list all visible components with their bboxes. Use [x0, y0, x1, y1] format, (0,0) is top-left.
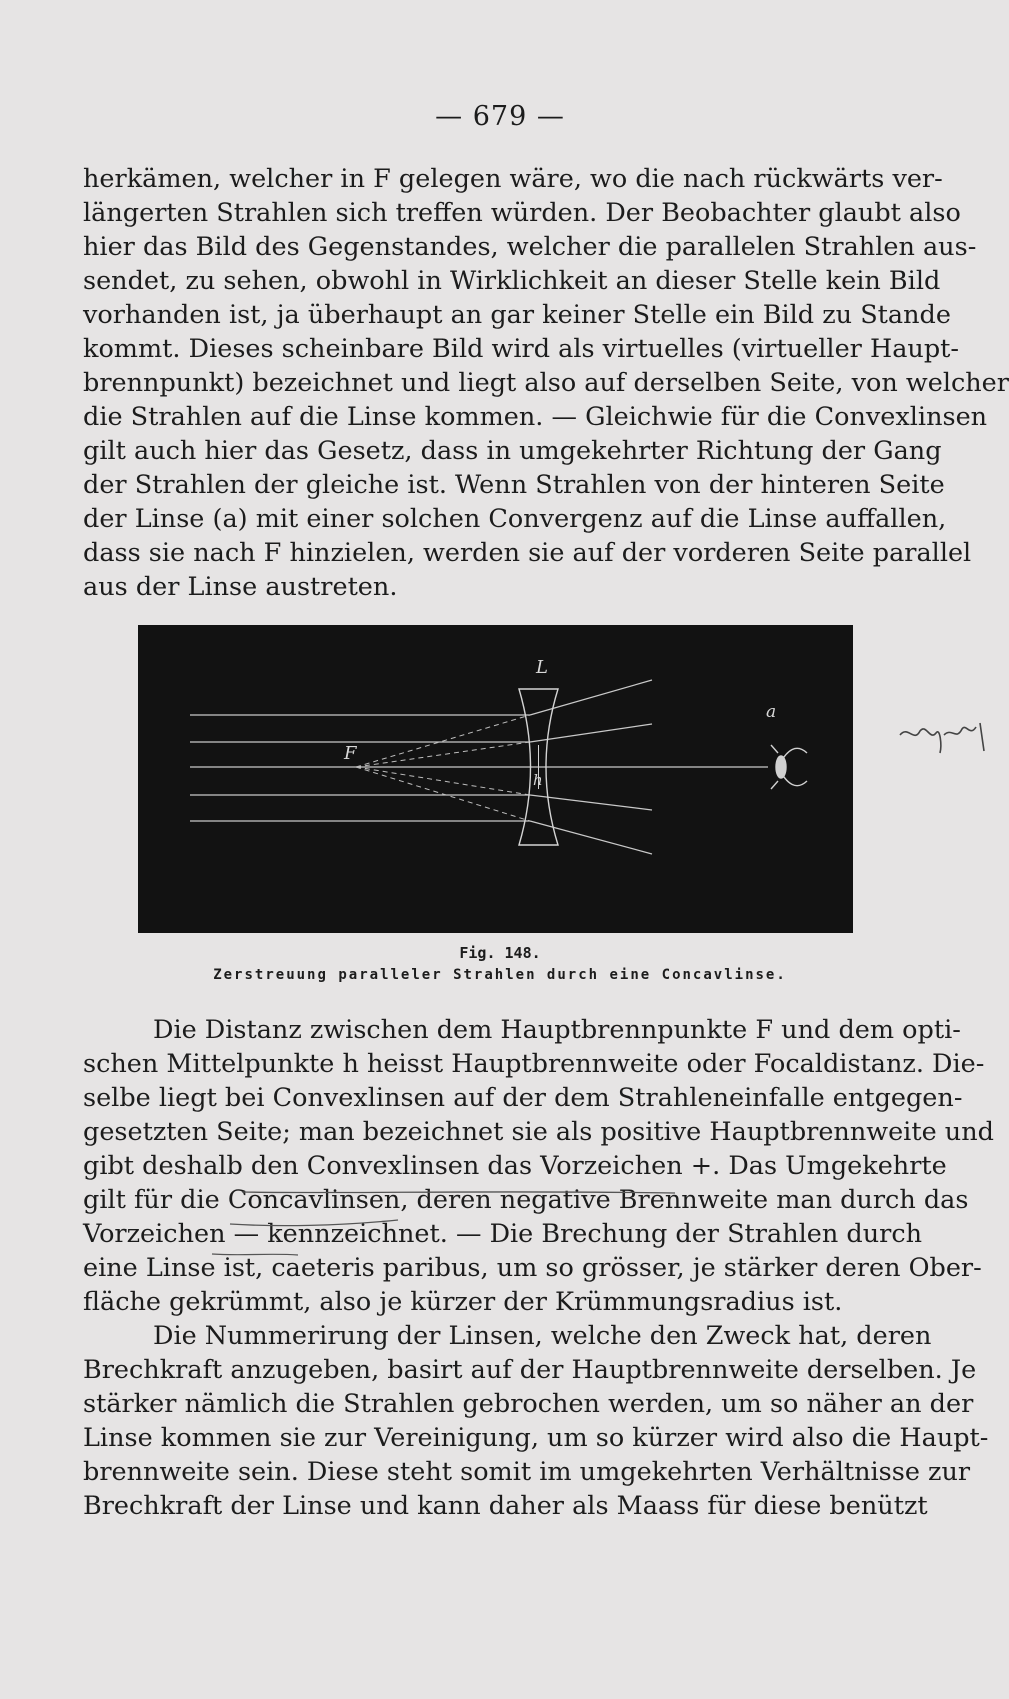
text-line: brennpunkt) bezeichnet und liegt also auf derselben Seite, von welcher: [83, 368, 1009, 398]
text-line: selbe liegt bei Convexlinsen auf der dem Strahleneinfalle entgegen-: [83, 1083, 963, 1113]
virtual-ray-extension: [356, 767, 530, 795]
lens-label: L: [536, 657, 548, 678]
text-line: die Strahlen auf die Linse kommen. — Gleichwie für die Convexlinsen: [83, 402, 988, 432]
optical-center-label: h: [533, 771, 543, 789]
text-line: Linse kommen sie zur Vereinigung, um so kürzer wird also die Haupt-: [83, 1423, 989, 1453]
refracted-ray: [530, 680, 652, 715]
text-line: Brechkraft der Linse und kann daher als Maass für diese benützt: [83, 1491, 928, 1521]
text-line: kommt. Dieses scheinbare Bild wird als virtuelles (virtueller Haupt-: [83, 334, 960, 364]
figure-148: [138, 625, 853, 933]
text-line: längerten Strahlen sich treffen würden. Der Beobachter glaubt also: [83, 198, 961, 228]
text-line: gesetzten Seite; man bezeichnet sie als positive Hauptbrennweite und: [83, 1117, 994, 1147]
text-line: gilt auch hier das Gesetz, dass in umgekehrter Richtung der Gang: [83, 436, 942, 466]
text-line: eine Linse ist, caeteris paribus, um so grösser, je stärker deren Ober-: [83, 1253, 982, 1283]
text-line: der Linse (a) mit einer solchen Convergenz auf die Linse auffallen,: [83, 504, 947, 534]
text-line: fläche gekrümmt, also je kürzer der Krümmungsradius ist.: [83, 1287, 843, 1317]
text-line: gilt für die Concavlinsen, deren negative Brennweite man durch das: [83, 1185, 969, 1215]
eye-label: a: [766, 702, 777, 722]
text-line: Brechkraft anzugeben, basirt auf der Hauptbrennweite derselben. Je: [83, 1355, 977, 1385]
text-line: herkämen, welcher in F gelegen wäre, wo die nach rückwärts ver-: [83, 164, 943, 194]
pencil-underline: [240, 1184, 680, 1198]
text-line: schen Mittelpunkte h heisst Hauptbrennweite oder Focaldistanz. Die-: [83, 1049, 985, 1079]
pencil-underline: [210, 1246, 300, 1260]
page-number: — 679 —: [435, 101, 565, 132]
handwritten-margin-note: [896, 715, 996, 765]
text-line: hier das Bild des Gegenstandes, welcher die parallelen Strahlen aus-: [83, 232, 977, 262]
figure-caption: Zerstreuung paralleler Strahlen durch eine Concavlinse.: [213, 967, 787, 983]
text-line: vorhanden ist, ja überhaupt an gar keiner Stelle ein Bild zu Stande: [83, 300, 951, 330]
virtual-ray-extension: [356, 742, 530, 767]
pencil-underline: [228, 1214, 403, 1230]
paragraph-1: [83, 162, 1009, 604]
text-line: dass sie nach F hinzielen, werden sie auf der vorderen Seite parallel: [83, 538, 972, 568]
refracted-ray: [530, 821, 652, 854]
text-line: gibt deshalb den Convexlinsen das Vorzeichen +. Das Umgekehrte: [83, 1151, 947, 1181]
text-line: brennweite sein. Diese steht somit im umgekehrten Verhältnisse zur: [83, 1457, 971, 1487]
virtual-ray-extension: [356, 767, 530, 821]
text-line: aus der Linse austreten.: [83, 572, 398, 602]
focus-label: F: [344, 743, 357, 764]
text-line: Die Nummerirung der Linsen, welche den Zweck hat, deren: [153, 1321, 932, 1351]
figure-number: Fig. 148.: [459, 944, 541, 962]
virtual-ray-extension: [356, 715, 530, 767]
text-line: der Strahlen der gleiche ist. Wenn Strahlen von der hinteren Seite: [83, 470, 945, 500]
eye-icon: [771, 745, 807, 789]
concave-lens-diagram: [138, 625, 853, 933]
paragraph-2: [83, 1013, 994, 1523]
text-line: Vorzeichen — kennzeichnet. — Die Brechung der Strahlen durch: [83, 1219, 923, 1249]
text-line: stärker nämlich die Strahlen gebrochen werden, um so näher an der: [83, 1389, 974, 1419]
text-line: sendet, zu sehen, obwohl in Wirklichkeit an dieser Stelle kein Bild: [83, 266, 941, 296]
text-line: Die Distanz zwischen dem Hauptbrennpunkte F und dem opti-: [153, 1015, 961, 1045]
